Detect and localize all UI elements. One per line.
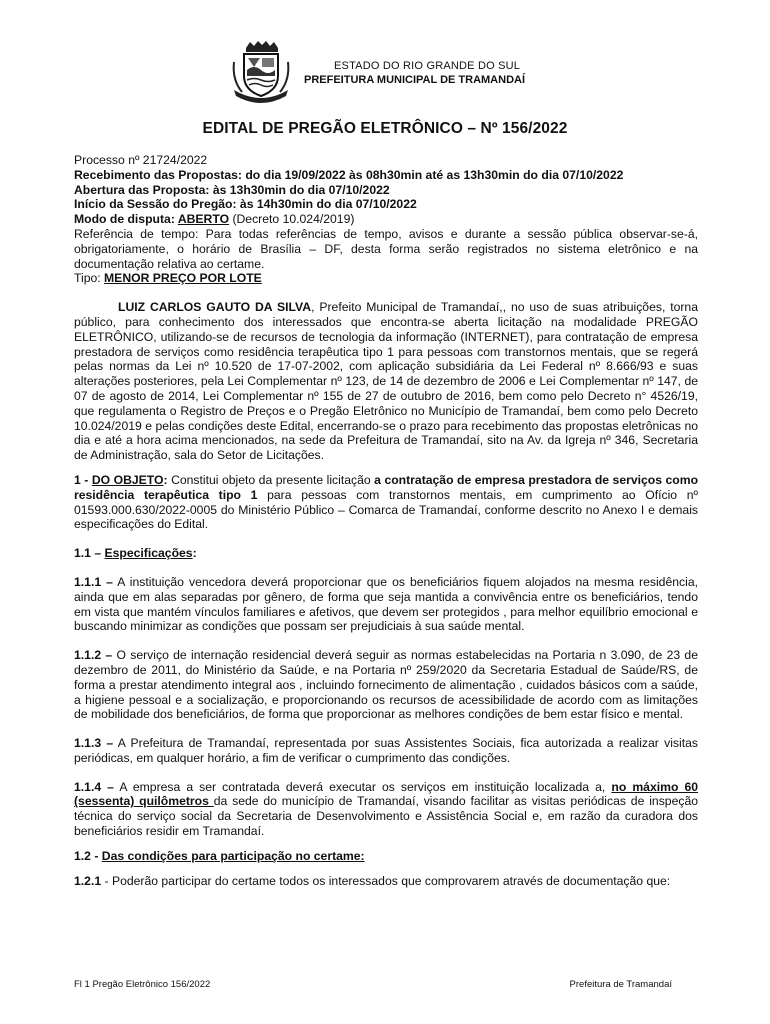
section-1-1-heading	[74, 546, 698, 561]
state-name: ESTADO DO RIO GRANDE DO SUL	[334, 60, 521, 72]
processo-line: Processo nº 21724/2022	[74, 153, 208, 167]
tipo-label: Tipo:	[74, 271, 105, 286]
section-1-2-1-text: - Poderão participar do certame todos os interessados que comprovarem através de documentação que:	[101, 873, 671, 888]
modo-line	[74, 212, 698, 227]
section-1-1-4-paragraph	[74, 780, 698, 839]
abertura-line: Abertura das Proposta: às 13h30min do dia 07/10/2022	[74, 182, 390, 197]
modo-decreto: (Decreto 10.024/2019)	[229, 212, 355, 227]
letterhead	[228, 40, 708, 106]
section-1-colon: :	[163, 472, 172, 487]
section-1-1-2-paragraph	[74, 648, 698, 722]
section-1-1-number: 1.1 –	[74, 546, 105, 561]
section-1-1-3-paragraph	[74, 736, 698, 766]
preamble-paragraph	[74, 300, 698, 463]
section-1-1-1-number: 1.1.1 –	[74, 574, 113, 589]
recebimento-line: Recebimento das Propostas: do dia 19/09/2022 às 08h30min até as 13h30min do dia 07/10/2022	[74, 167, 624, 182]
section-1-text-a: Constitui objeto da presente licitação	[171, 472, 375, 487]
referencia-paragraph: Referência de tempo: Para todas referências de tempo, avisos e durante a sessão pública observar-se-á, obrigatoriamente, o horário de Brasília – DF, desta forma serão registrados no sistema eletrônico e na documentação relativa ao certame.	[74, 226, 698, 271]
tipo-line	[74, 271, 698, 286]
mayor-name: LUIZ CARLOS GAUTO DA SILVA	[118, 300, 312, 315]
municipal-coat-of-arms-icon	[228, 40, 294, 104]
inicio-line: Início da Sessão do Pregão: às 14h30min do dia 07/10/2022	[74, 197, 417, 212]
section-1-1-4-text-b: da sede do município de Tramandaí, visando facilitar as visitas periódicas de inspeção técnica do serviço social da Secretaria de Desenvolvimento e Assistência Social e, em razão da curadora dos beneficiários residir em Tramandaí.	[74, 794, 698, 839]
section-1-1-2-text: O serviço de internação residencial deverá seguir as normas estabelecidas na Portaria n 3.090, de 23 de dezembro de 2011, do Ministério da Saúde, e na Portaria nº 259/2020 da Secretaria Estadual de Saúde/RS, de forma a prestar atendimento integral aos , incluindo fornecimento de alimentação , cuidados básicos com a saúde, a higiene pessoal e a socialização, e proporcionando os recursos de acessibilidade de acordo com as limitações de mobilidade dos beneficiários, de forma que proporcionar as melhores condições de bem estar físico e mental.	[74, 648, 698, 722]
tipo-value: MENOR PREÇO POR LOTE	[104, 271, 262, 286]
section-1-1-2-number: 1.1.2 –	[74, 648, 113, 663]
section-1-1-colon: :	[192, 546, 197, 561]
section-1-heading: DO OBJETO	[91, 472, 164, 487]
section-1-2-title: Das condições para participação no certame:	[101, 848, 365, 863]
section-1-2-number: 1.2 -	[74, 848, 102, 863]
section-1-1-title: Especificações	[104, 546, 193, 561]
modo-value: ABERTO	[177, 212, 230, 227]
section-1-paragraph	[74, 473, 698, 532]
section-1-1-1-paragraph	[74, 575, 698, 634]
footer-page-info: Fl 1 Pregão Eletrônico 156/2022	[74, 979, 211, 990]
section-1-1-1-text: A instituição vencedora deverá proporcionar que os beneficiários fiquem alojados na mesma residência, ainda que em alas separadas por gênero, de forma que seja mantida a convivência entre os beneficiários, tendo em vista que mantém vínculos familiares e afetivos, que devem ser protegidos , para melhor equilíbrio emocional e buscando minimizar as condições que possam ser prejudiciais à sua saúde mental.	[74, 574, 698, 634]
section-1-1-4-number: 1.1.4 –	[74, 779, 114, 794]
section-1-number: 1 -	[74, 472, 92, 487]
modo-label: Modo de disputa:	[74, 212, 178, 227]
section-1-1-4-distance: no máximo 60 (sessenta) quilômetros	[74, 779, 699, 809]
footer-prefecture: Prefeitura de Tramandaí	[569, 979, 672, 990]
document-body	[74, 153, 698, 888]
section-1-1-3-number: 1.1.3 –	[74, 736, 114, 751]
section-1-2-1-number: 1.2.1	[74, 873, 102, 888]
prefecture-name: PREFEITURA MUNICIPAL DE TRAMANDAÍ	[304, 74, 526, 86]
document-title: EDITAL DE PREGÃO ELETRÔNICO – Nº 156/2022	[202, 120, 568, 137]
section-1-2-1-paragraph	[74, 874, 698, 889]
preamble-text: , Prefeito Municipal de Tramandaí,, no uso de suas atribuições, torna público, para conhecimento dos interessados que encontra-se aberta licitação na modalidade PREGÃO ELETRÔNICO, utilizando-se de recursos de tecnologia da informação (INTERNET), para contratação de empresa prestadora de serviços como residência terapêutica tipo 1 para pessoas com transtornos mentais, que se regerá pelas normas da Lei nº 10.520 de 17-07-2002, com aplicação subsidiária da Lei Federal nº 8.666/93 e suas alterações posteriores, pela Lei Complementar nº 123, de 14 de dezembro de 2006 e Lei Complementar nº 147, de 07 de agosto de 2014, Lei Complementar nº 155 de 27 de outubro de 2016, bem como pelo Decreto n° 4526/19, que regulamenta o Registro de Preços e o Pregão Eletrônico no Município de Tramandaí, bem como pelo Decreto 10.024/2019 e pelas condições deste Edital, encerrando-se o prazo para recebimento das propostas eletrônicas no dia e até a hora acima mencionados, na sede da Prefeitura de Tramandaí, sito na Av. da Igreja nº 346, Secretaria de Administração, sala do Setor de Licitações.	[74, 300, 698, 463]
section-1-1-3-text: A Prefeitura de Tramandaí, representada por suas Assistentes Sociais, fica autorizada a realizar visitas periódicas, em qualquer horário, a fim de verificar o cumprimento das condições.	[74, 736, 698, 765]
section-1-bold: a contratação de empresa prestadora de serviços como residência terapêutica tipo 1	[74, 472, 699, 502]
section-1-2-heading	[74, 849, 698, 864]
section-1-1-4-text-a: A empresa a ser contratada deverá executar os serviços em instituição localizada a,	[113, 779, 612, 794]
section-1-text-b: para pessoas com transtornos mentais, em cumprimento ao Ofício nº 01593.000.630/2022-0005 do Ministério Público – Comarca de Tramandaí, conforme descrito no Anexo I e demais especificações do Edital.	[74, 487, 698, 532]
